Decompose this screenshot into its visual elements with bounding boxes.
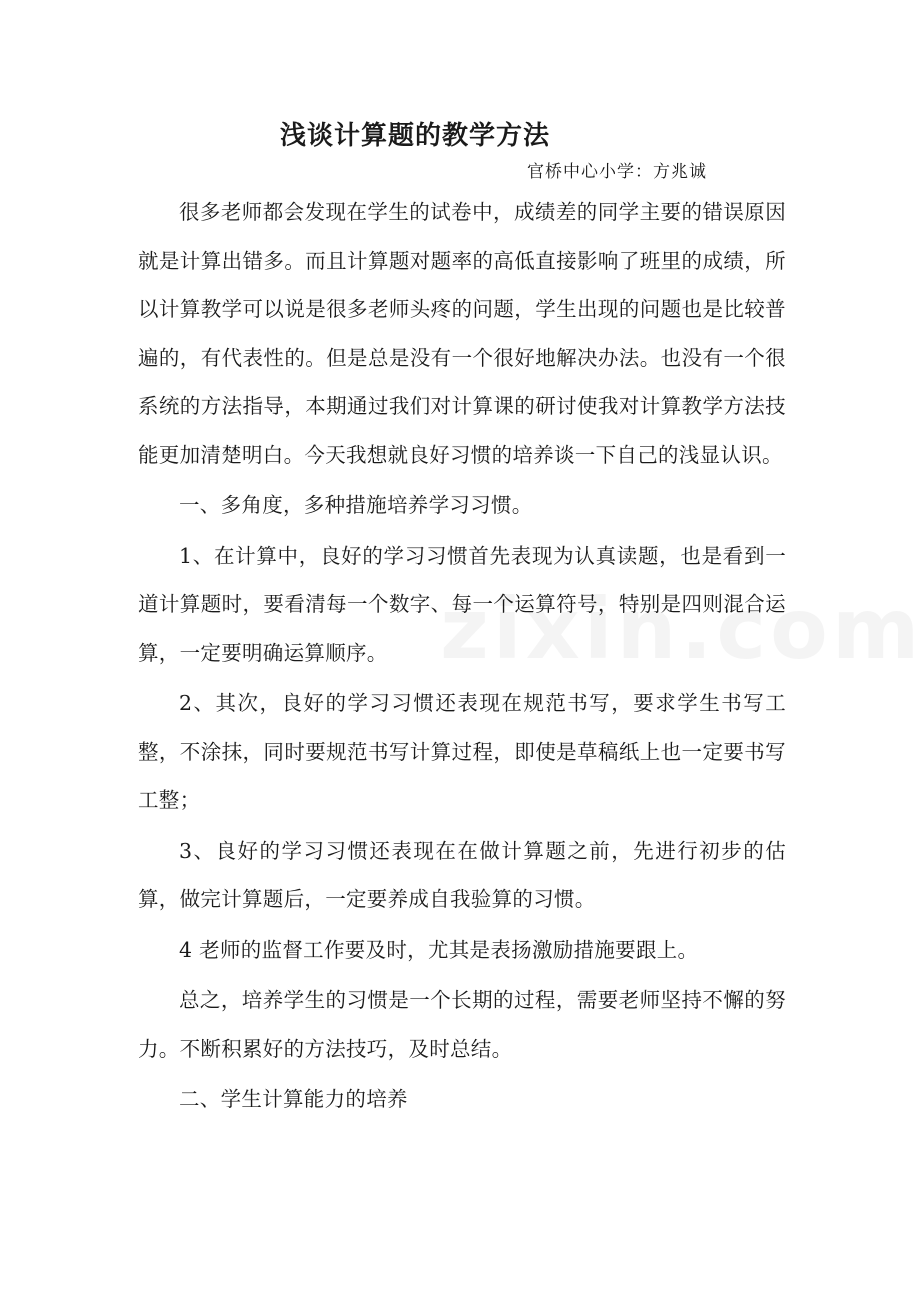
section-heading-2: 二、学生计算能力的培养 [179, 1087, 408, 1111]
document-title: 浅谈计算题的教学方法 [279, 121, 550, 151]
paragraph-intro: 很多老师都会发现在学生的试卷中，成绩差的同学主要的错误原因就是计算出错多。而且计算题对题率的高低直接影响了班里的成绩，所以计算教学可以说是很多老师头疼的问题，学生出现的问题也是比较普遍的，有代表性的。但是总是没有一个很好地解决办法。也没有一个很系统的方法指导，本期通过我们对计算课的研讨使我对计算教学方法技能更加清楚明白。今天我想就良好习惯的培养谈一下自己的浅显认识。 [138, 200, 786, 467]
paragraph-item-2: 2、其次，良好的学习习惯还表现在规范书写，要求学生书写工整，不涂抹，同时要规范书写计算过程，即使是草稿纸上也一定要书写工整； [138, 691, 786, 812]
paragraph-item-4: 4 老师的监督工作要及时，尤其是表扬激励措施要跟上。 [179, 937, 699, 962]
paragraph-summary: 总之，培养学生的习惯是一个长期的过程，需要老师坚持不懈的努力。不断积累好的方法技巧，及时总结。 [138, 988, 786, 1061]
paragraph-item-1: 1、在计算中，良好的学习习惯首先表现为认真读题，也是看到一道计算题时，要看清每一个数字、每一个运算符号，特别是四则混合运算，一定要明确运算顺序。 [138, 543, 786, 665]
section-heading-1: 一、多角度，多种措施培养学习习惯。 [179, 493, 533, 517]
document-author: 官桥中心小学：方兆诚 [527, 162, 707, 182]
document-body [138, 188, 786, 1124]
paragraph-item-3: 3、良好的学习习惯还表现在在做计算题之前，先进行初步的估算，做完计算题后，一定要养成自我验算的习惯。 [138, 838, 786, 911]
